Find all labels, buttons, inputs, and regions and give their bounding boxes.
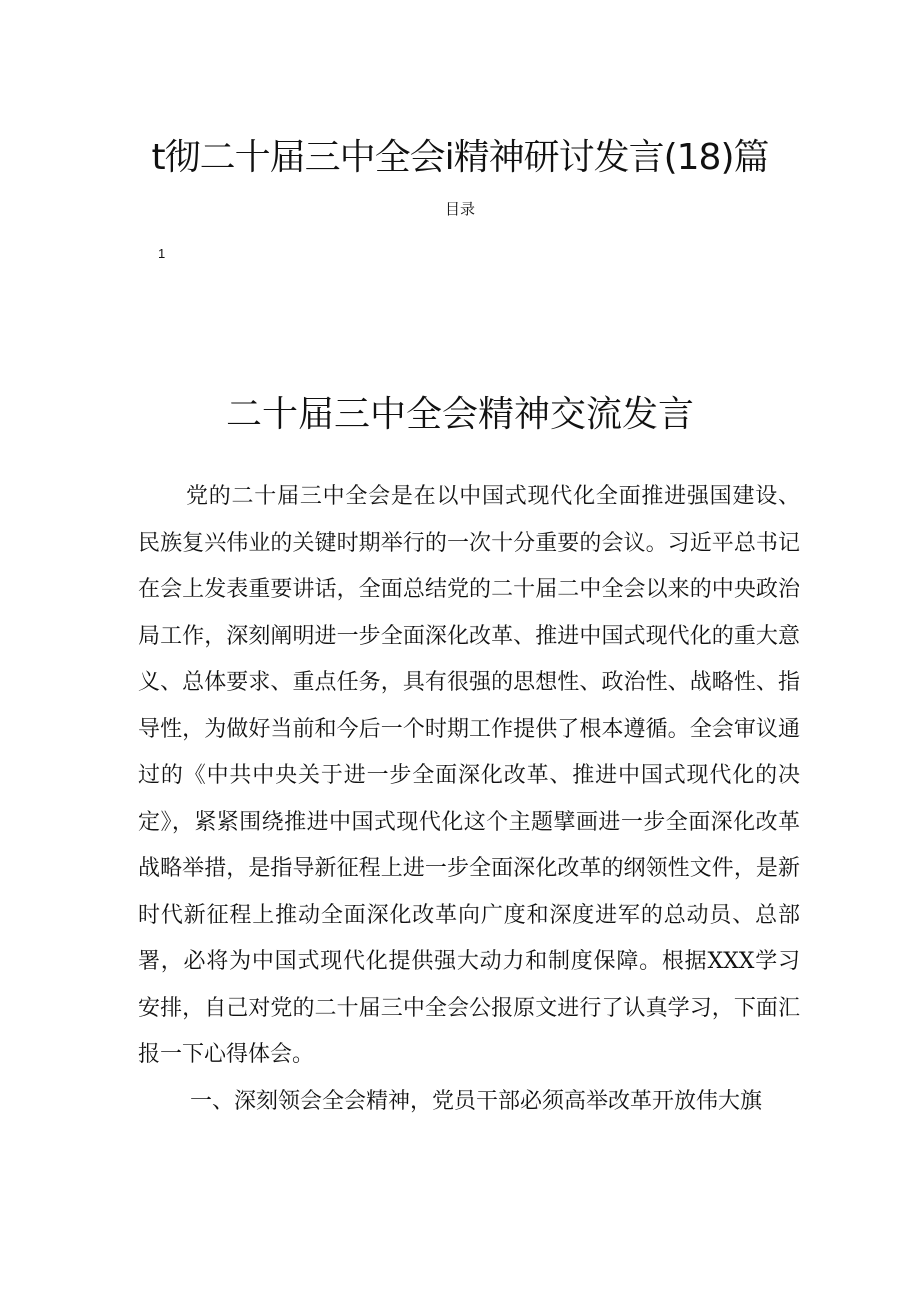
body-text bbox=[138, 474, 800, 1125]
section-heading: 一、深刻领会全会精神，党员干部必须高举改革开放伟大旗 bbox=[190, 1088, 763, 1114]
section-title: 二十届三中全会精神交流发言 bbox=[225, 394, 694, 435]
toc-item[interactable]: 1 bbox=[158, 246, 166, 261]
toc-label: 目录 bbox=[444, 200, 475, 218]
document-title: t彻二十届三中全会i精神研讨发言(18)篇 bbox=[151, 137, 769, 178]
paragraph: 党的二十届三中全会是在以中国式现代化全面推进强国建设、民族复兴伟业的关键时期举行的一次十分重要的会议。习近平总书记在会上发表重要讲话，全面总结党的二十届二中全会以来的中央政治局工作，深刻阐明进一步全面深化改革、推进中国式现代化的重大意义、总体要求、重点任务，具有很强的思想性、政治性、战略性、指导性，为做好当前和今后一个时期工作提供了根本遵循。全会审议通过的《中共中央关于进一步全面深化改革、推进中国式现代化的决定》，紧紧围绕推进中国式现代化这个主题擘画进一步全面深化改革战略举措，是指导新征程上进一步全面深化改革的纲领性文件，是新时代新征程上推动全面深化改革向广度和深度进军的总动员、总部署，必将为中国式现代化提供强大动力和制度保障。根据XXX学习安排，自己对党的二十届三中全会公报原文进行了认真学习，下面汇报一下心得体会。 bbox=[138, 484, 800, 1067]
